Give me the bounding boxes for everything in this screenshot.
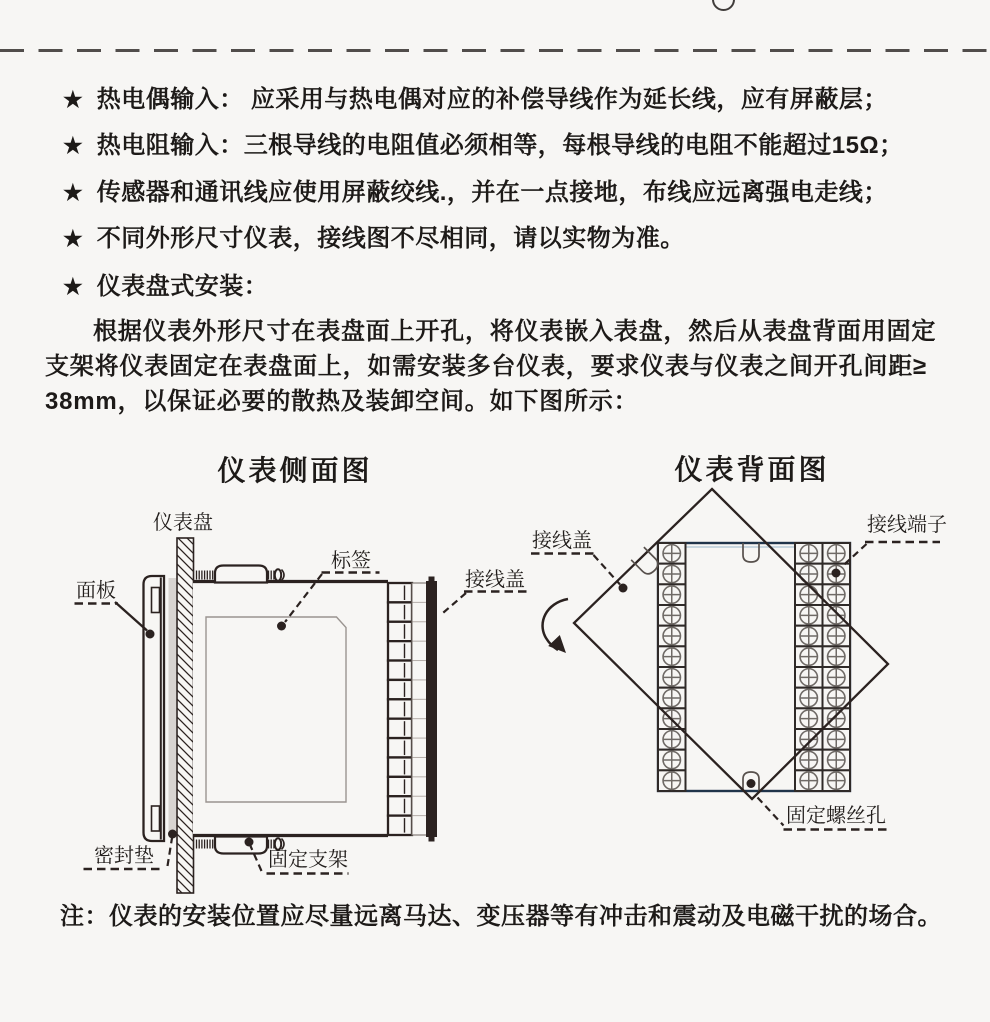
dashed-page-divider	[0, 49, 990, 52]
paragraph-line: 根据仪表外形尺寸在表盘面上开孔，将仪表嵌入表盘，然后从表盘背面用固定	[93, 318, 937, 345]
fixing-bracket-top	[215, 566, 267, 583]
side-terminal-cell	[388, 641, 412, 660]
paragraph-line: 38mm，以保证必要的散热及装卸空间。如下图所示：	[45, 388, 639, 415]
star-bullet-icon: ★	[63, 87, 83, 112]
label-front-panel: 面板	[76, 580, 116, 602]
bullet-item	[63, 131, 904, 161]
leader-line-dashed	[758, 798, 784, 826]
gasket-strip	[169, 578, 177, 837]
screw-head-top	[275, 569, 281, 581]
leader-dot	[832, 569, 841, 578]
paragraph-line: 支架将仪表固定在表盘面上，如需安装多台仪表，要求仪表与仪表之间开孔间距≥	[45, 353, 927, 380]
side-terminal-cell	[388, 738, 412, 757]
side-terminal-cell	[388, 680, 412, 699]
label-screw-hole: 固定螺丝孔	[786, 805, 886, 827]
section-header	[63, 272, 268, 302]
star-bullet-icon: ★	[63, 226, 83, 251]
label-bracket: 固定支架	[268, 849, 348, 871]
screw-thread	[197, 571, 213, 580]
bezel-clip-slot	[152, 806, 160, 831]
sticker-outline	[206, 617, 346, 802]
terminal-cover-tab	[429, 837, 435, 842]
label-terminal-cover-back: 接线盖	[532, 530, 592, 552]
screw-thread	[269, 840, 274, 849]
side-terminal-cell	[388, 757, 412, 776]
side-terminal-cell	[388, 602, 412, 621]
side-terminal-cell	[388, 816, 412, 835]
leader-dot	[245, 838, 254, 847]
side-terminal-cell	[388, 622, 412, 641]
bezel-clip-slot	[152, 588, 160, 613]
label-terminals: 接线端子	[867, 514, 947, 536]
star-bullet-icon: ★	[63, 274, 83, 299]
screw-thread	[269, 571, 274, 580]
star-bullet-icon: ★	[63, 133, 83, 158]
side-terminal-cell	[388, 796, 412, 815]
figure-back-view	[531, 489, 947, 830]
fixing-bracket-bottom	[215, 837, 267, 854]
leader-dot	[146, 630, 155, 639]
bullet-text-thermocouple: 热电偶输入： 应采用与热电偶对应的补偿导线作为延长线，应有屏蔽层；	[96, 86, 888, 113]
installation-figures	[0, 435, 990, 905]
side-terminal-cell	[388, 661, 412, 680]
bullet-item	[63, 224, 685, 254]
screw-thread	[197, 840, 213, 849]
label-terminal-cover-side: 接线盖	[465, 569, 525, 591]
section-title: 仪表盘式安装：	[96, 273, 269, 300]
terminal-cover-tab	[429, 577, 435, 582]
installation-note: 注：仪表的安装位置应尽量远离马达、变压器等有冲击和震动及电磁干扰的场合。	[60, 903, 942, 930]
cropped-screw-circle-icon	[712, 0, 735, 11]
side-view-title: 仪表侧面图	[217, 456, 373, 487]
label-gasket: 密封垫	[94, 845, 154, 867]
bullet-text-dimensions: 不同外形尺寸仪表，接线图不尽相同，请以实物为准。	[96, 225, 685, 252]
leader-dot	[277, 622, 286, 631]
side-terminal-cell	[388, 777, 412, 796]
figure-side-view	[75, 511, 527, 893]
back-view-title: 仪表背面图	[674, 455, 830, 486]
terminal-cover-bar	[426, 581, 437, 837]
leader-line-dashed	[168, 838, 173, 866]
leader-line	[115, 602, 147, 631]
terminal-base-strip	[412, 583, 427, 835]
leader-dot	[619, 584, 628, 593]
panel-board-hatch-bar	[177, 538, 194, 893]
label-panel-board: 仪表盘	[153, 512, 213, 534]
leader-dot	[168, 830, 177, 839]
side-terminal-cell	[388, 719, 412, 738]
side-terminal-cell	[388, 699, 412, 718]
bullet-text-rtd: 热电阻输入：三根导线的电阻值必须相等，每根导线的电阻不能超过15Ω；	[96, 132, 904, 159]
bullet-text-sensor-wiring: 传感器和通讯线应使用屏蔽绞线.，并在一点接地，布线应远离强电走线；	[96, 179, 888, 206]
fixing-screw-dot	[747, 779, 756, 788]
side-terminal-cell	[388, 583, 412, 602]
leader-line-dashed	[440, 593, 466, 616]
leader-line-dashed	[594, 555, 621, 585]
bullet-item	[63, 85, 888, 115]
label-sticker: 标签	[331, 550, 371, 572]
bullet-item	[63, 178, 888, 208]
side-terminal-ladder	[388, 583, 412, 835]
star-bullet-icon: ★	[63, 180, 83, 205]
